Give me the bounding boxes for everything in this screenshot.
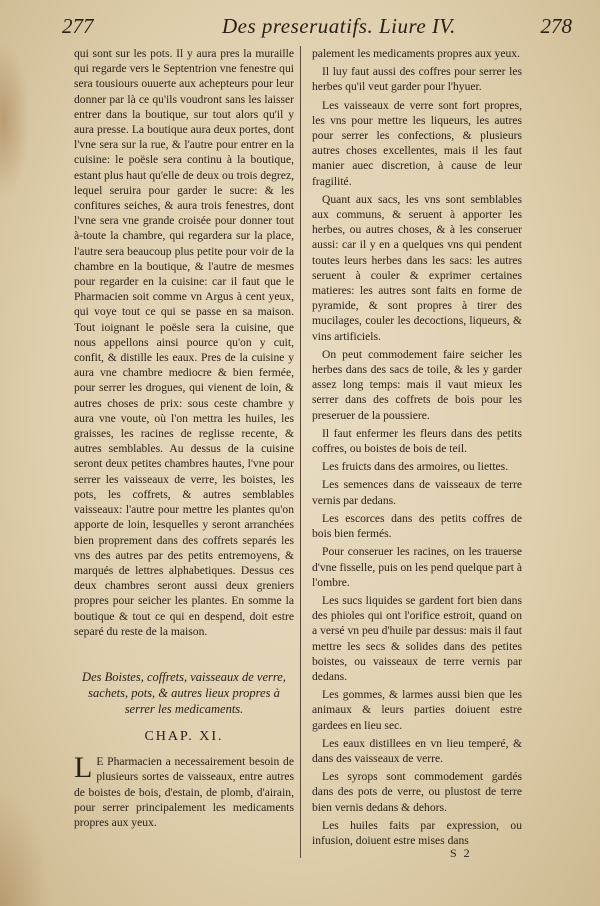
page-stain-bottom — [0, 786, 50, 906]
right-column — [312, 46, 522, 851]
page-number-left: 277 — [62, 14, 94, 38]
page-header — [62, 12, 572, 42]
right-paragraph: Les semences dans de vaisseaux de terre vernis par dedans. — [312, 478, 522, 507]
drop-cap: L — [74, 751, 93, 785]
right-paragraph: Pour conseruer les racines, on les trauerse d'vne fisselle, puis on les pend quelque part à l'ombre. — [312, 545, 522, 589]
section-title: Des Boistes, coffrets, vaisseaux de verre, sachets, pots, & autres lieux propres à serrer les medicaments. — [82, 669, 286, 716]
right-paragraph: palement les medicaments propres aux yeux. — [312, 47, 520, 60]
page-number-right: 278 — [540, 14, 572, 38]
left-column — [74, 46, 294, 833]
left-body-text: qui sont sur les pots. Il y aura pres la muraille qui regarde vers le Septentrion vne fenestre qui sera tousiours ouuerte aux achepteurs pour leur donner par là ce qu'ils voudront sans les laisser entrer dans la boutique, sur tout alors qu'il y aura presse. La boutique aura deux portes, dont l'vne sera sur la rue, & l'autre pour entrer en la cuisine: le poësle sera continu à la boutique, estant plus haut qu'elle de deux ou trois degrez, lequel seruira pour garder le sucre: & les confitures seiches, & aura trois fenestres, dont l'vne sera vne grande croisée pour donner tout à-toute la chambre, qui regardera sur la place, l'autre sera beaucoup plus petite pour voir de la chambre en la boutique, & l'autre de mesmes pour regarder en la cuisine: car il faut que le Pharmacien soit comme vn Argus à cent yeux, qui voye tout ce qui se passe en sa maison. Tout ioignant le poësle sera la cuisine, que nous appellons ainsi pource qu'on y cuit, confit, & distille les eaux. Pres de la cuisine y aura vne chambre mediocre & bien fermée, pour serrer les drogues, qui vienent de loin, & autres choses de prix: sous ceste chambre y aura vne voute, où l'on mettra les huiles, les graisses, les racines de reglisse recente, & autres semblables. Au dessus de la cuisine seront deux petites chambres hautes, l'vne pour serrer les vaisseaux de verre, les boistes, les pots, les coffrets, & autres semblables vaisseaux: l'autre pour mettre les plantes qu'on apporte de loin, lesquelles y seront arranchées bien proprement dans des coffrets separés les vns des autres par des petits entremoyens, & marqués de lettres alphabetiques. Dessus ces deux chambres seront aussi deux greniers propres pour seicher les plantes. En somme la boutique & tout ce qui en despend, doit estre separé du reste de la maison. — [74, 47, 294, 638]
column-rule — [300, 46, 301, 858]
right-paragraph: Les huiles faits par expression, ou infusion, doiuent estre mises dans — [312, 818, 522, 847]
chapter-opening — [74, 751, 294, 830]
right-paragraph: Les fruicts dans des armoires, ou liettes. — [322, 460, 509, 474]
right-paragraph: Il luy faut aussi des coffres pour serrer les herbes qu'il veut garder pour l'hyuer. — [312, 65, 522, 94]
chapter-text: E Pharmacien a necessairement besoin de plusieurs sortes de vaisseaux, entre autres de boistes de bois, d'estain, de plomb, d'airain, pour serrer principalement les medicaments propres aux yeux. — [74, 755, 294, 829]
right-paragraph: Les escorces dans des petits coffres de bois bien fermés. — [312, 511, 522, 541]
right-paragraph: Les eaux distillees en vn lieu temperé, & dans des vaisseaux de verre. — [312, 736, 522, 765]
chapter-heading: CHAP. XI. — [144, 728, 224, 744]
right-paragraph: Quant aux sacs, les vns sont semblables aux communs, & seruent à apporter les herbes, ou autres choses, & à les conseruer aussi: car il y en a quelques vns qui pendent toutes leurs herbes dans les sacs: les autres seruent à couler & exprimer certaines matieres: les autres sont faits en forme de pyramide, & sont propres à tirer des mucilages, couler les decoctions, liqueurs, & vins artificiels. — [312, 192, 522, 343]
right-paragraph: On peut commodement faire seicher les herbes dans des sacs de toile, & les y garder assez long temps: mais il vaut mieux les serrer dans des coffrets de bois pour les preseruer de la poussiere. — [312, 347, 522, 422]
right-paragraph: Les vaisseaux de verre sont fort propres, les vns pour mettre les liqueurs, les autres pour serrer les confections, & plusieurs autres choses excellentes, mais il les faut manier auec discretion, à cause de leur fragilité. — [312, 98, 522, 188]
running-title: Des preseruatifs. Liure IV. — [222, 14, 456, 38]
signature-mark: S 2 — [450, 846, 472, 860]
right-paragraph: Les sucs liquides se gardent fort bien dans des phioles qui ont l'orifice estroit, quand on a versé vn peu d'huile par dessus: mais il faut mettre les secs & solides dans des petites boistes, ou vaisseaux de terre vernis par dedans. — [312, 593, 522, 683]
right-paragraph: Les gommes, & larmes aussi bien que les animaux & leurs parties doiuent estre gardees en lieu sec. — [312, 688, 522, 732]
right-paragraph: Les syrops sont commodement gardés dans des pots de verre, ou plustost de terre bien vernis dedans & dehors. — [312, 770, 522, 814]
right-paragraph: Il faut enfermer les fleurs dans des petits coffres, ou boistes de bois de teil. — [312, 426, 522, 456]
page-stain — [0, 40, 30, 200]
